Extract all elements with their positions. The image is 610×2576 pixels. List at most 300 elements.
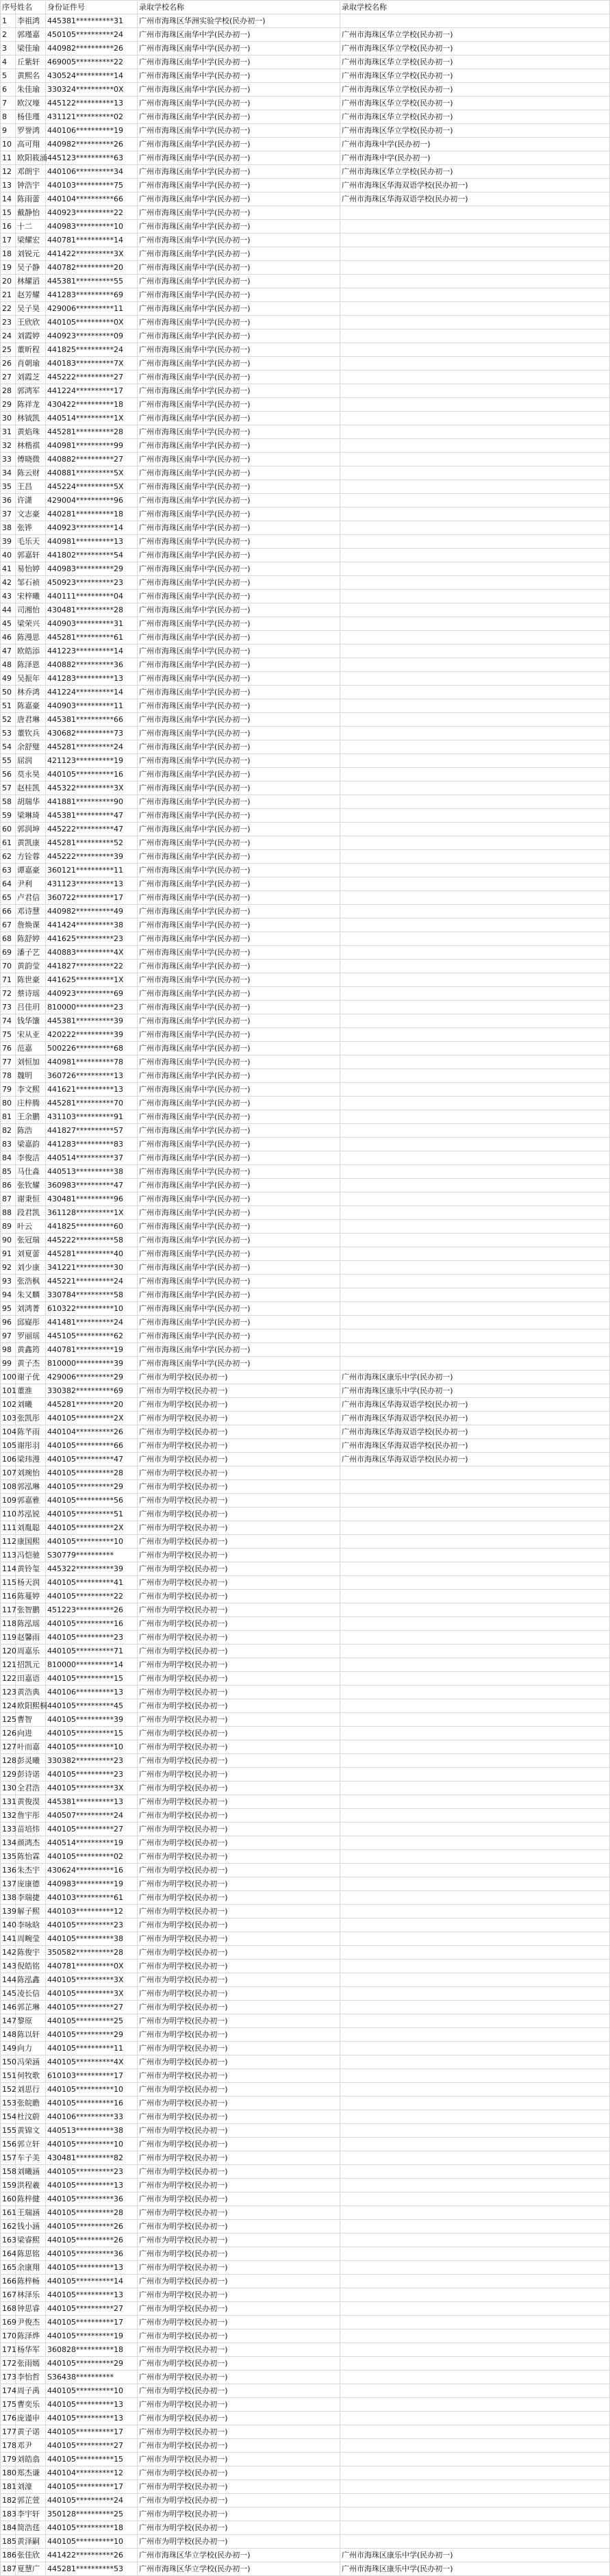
cell-school1: 广州市海珠区南华中学(民办初一)	[138, 480, 340, 494]
cell-school1: 广州市海珠区南华中学(民办初一)	[138, 645, 340, 658]
cell-name: 陈云财	[16, 466, 46, 480]
cell-school2	[340, 1809, 610, 1823]
cell-id: 441283**********69	[46, 288, 138, 302]
cell-id: 440105**********2X	[46, 1521, 138, 1535]
cell-id: 445281**********24	[46, 740, 138, 754]
cell-school2	[340, 343, 610, 357]
cell-seq: 56	[1, 768, 16, 781]
cell-name: 招凯元	[16, 1658, 46, 1672]
cell-seq: 84	[1, 1151, 16, 1165]
table-row	[1, 371, 610, 384]
cell-id: 610322**********10	[46, 1302, 138, 1316]
cell-id: 440982**********49	[46, 905, 138, 918]
cell-school2	[340, 617, 610, 631]
table-row	[1, 535, 610, 549]
table-row	[1, 1932, 610, 1946]
table-row	[1, 603, 610, 617]
cell-id: 445222**********47	[46, 823, 138, 836]
cell-school1: 广州市为明学校(民办初一)	[138, 1603, 340, 1617]
table-row	[1, 1042, 610, 1055]
cell-school1: 广州市海珠区南华中学(民办初一)	[138, 69, 340, 83]
cell-name: 田嘉语	[16, 1672, 46, 1686]
cell-id: 440105**********4X	[46, 2055, 138, 2069]
table-row	[1, 932, 610, 946]
cell-school1: 广州市海珠区南华中学(民办初一)	[138, 1001, 340, 1014]
cell-id: 441283**********13	[46, 672, 138, 686]
cell-id: 440514**********19	[46, 1836, 138, 1850]
table-row	[1, 1905, 610, 1918]
table-row	[1, 425, 610, 439]
cell-school2	[340, 740, 610, 754]
cell-seq: 124	[1, 1699, 16, 1713]
cell-name: 陈以轩	[16, 2028, 46, 2042]
cell-school1: 广州市海珠区南华中学(民办初一)	[138, 179, 340, 192]
cell-name: 陈蔓婷	[16, 1590, 46, 1603]
cell-seq: 17	[1, 234, 16, 247]
cell-name: 谢秉恒	[16, 1192, 46, 1206]
cell-school2	[340, 1234, 610, 1247]
table-row	[1, 549, 610, 562]
cell-name: 赵馨雨	[16, 1631, 46, 1645]
table-header	[1, 1, 610, 14]
table-row	[1, 2138, 610, 2151]
cell-name: 李咏晗	[16, 1918, 46, 1932]
cell-school1: 广州市海珠区南华中学(民办初一)	[138, 1042, 340, 1055]
cell-school2	[340, 1877, 610, 1891]
cell-school1: 广州市为明学校(民办初一)	[138, 1864, 340, 1877]
cell-seq: 86	[1, 1179, 16, 1192]
cell-school2	[340, 2288, 610, 2302]
cell-school1: 广州市为明学校(民办初一)	[138, 2124, 340, 2138]
cell-seq: 130	[1, 1781, 16, 1795]
cell-school1: 广州市海珠区南华中学(民办初一)	[138, 631, 340, 645]
table-row	[1, 1206, 610, 1220]
cell-school2	[340, 960, 610, 973]
cell-school1: 广州市海珠区南华中学(民办初一)	[138, 850, 340, 864]
cell-school1: 广州市海珠区南华中学(民办初一)	[138, 220, 340, 234]
cell-school1: 广州市海珠区南华中学(民办初一)	[138, 562, 340, 576]
cell-school2	[340, 2466, 610, 2480]
cell-name: 郭芷琳	[16, 2001, 46, 2014]
cell-name: 尹利	[16, 877, 46, 891]
table-row	[1, 727, 610, 740]
cell-id: 440105**********13	[46, 2398, 138, 2412]
cell-school1: 广州市海珠区南华中学(民办初一)	[138, 1083, 340, 1097]
cell-name: 罗誉鸿	[16, 124, 46, 138]
cell-seq: 9	[1, 124, 16, 138]
cell-id: 445281**********40	[46, 1247, 138, 1261]
table-row	[1, 987, 610, 1001]
cell-seq: 163	[1, 2234, 16, 2247]
cell-school2	[340, 877, 610, 891]
cell-school2: 广州市海珠中学(民办初一)	[340, 151, 610, 165]
cell-id: 445381**********66	[46, 713, 138, 727]
cell-seq: 103	[1, 1412, 16, 1425]
cell-school1: 广州市海珠区南华中学(民办初一)	[138, 97, 340, 110]
cell-school2	[340, 2165, 610, 2179]
cell-name: 陈漫思	[16, 631, 46, 645]
cell-id: 445281**********52	[46, 836, 138, 850]
cell-name: 谢彤羽	[16, 1439, 46, 1453]
cell-school1: 广州市为明学校(民办初一)	[138, 2384, 340, 2398]
table-row	[1, 275, 610, 288]
cell-school1: 广州市海珠区南华中学(民办初一)	[138, 1110, 340, 1124]
cell-id: 445322**********39	[46, 1562, 138, 1576]
table-row	[1, 439, 610, 453]
cell-name: 钱华馕	[16, 1014, 46, 1028]
table-row	[1, 1069, 610, 1083]
cell-id: 440111**********04	[46, 590, 138, 603]
cell-school1: 广州市海珠区南华中学(民办初一)	[138, 1302, 340, 1316]
cell-name: 陈泽恩	[16, 658, 46, 672]
cell-id: 440106**********33	[46, 2110, 138, 2124]
cell-seq: 20	[1, 275, 16, 288]
cell-school2	[340, 480, 610, 494]
cell-id: 430524**********14	[46, 69, 138, 83]
cell-name: 林耀滔	[16, 275, 46, 288]
cell-id: 431103**********91	[46, 1110, 138, 1124]
cell-name: 林乔鸿	[16, 686, 46, 699]
cell-name: 周子禹	[16, 2384, 46, 2398]
table-row	[1, 2425, 610, 2439]
cell-id: 445224**********5X	[46, 480, 138, 494]
cell-school2	[340, 357, 610, 371]
cell-seq: 156	[1, 2138, 16, 2151]
table-row	[1, 1508, 610, 1521]
cell-school2: 广州市海珠区康乐中学(民办初一)	[340, 1384, 610, 1398]
cell-school1: 广州市海珠区南华中学(民办初一)	[138, 55, 340, 69]
table-row	[1, 124, 610, 138]
cell-school2	[340, 247, 610, 261]
table-row	[1, 1371, 610, 1384]
cell-name: 黄凯康	[16, 836, 46, 850]
cell-school1: 广州市海珠区南华中学(民办初一)	[138, 439, 340, 453]
cell-id: 440105**********15	[46, 2453, 138, 2466]
table-row	[1, 1617, 610, 1631]
cell-id: 441424**********38	[46, 918, 138, 932]
table-row	[1, 2549, 610, 2562]
cell-school2	[340, 1220, 610, 1234]
cell-id: 441224**********17	[46, 384, 138, 398]
cell-id: 445281**********28	[46, 425, 138, 439]
cell-seq: 97	[1, 1329, 16, 1343]
cell-school1: 广州市为明学校(民办初一)	[138, 1905, 340, 1918]
cell-id: 440981**********13	[46, 535, 138, 549]
cell-id: 440104**********26	[46, 1425, 138, 1439]
cell-school2: 广州市海珠区康乐中学(民办初一)	[340, 1371, 610, 1384]
cell-school1: 广州市为明学校(民办初一)	[138, 1877, 340, 1891]
table-row	[1, 1480, 610, 1494]
cell-id: 360983**********47	[46, 1179, 138, 1192]
cell-id: 440105**********25	[46, 2014, 138, 2028]
cell-school2: 广州市海珠区华立学校(民办初一)	[340, 110, 610, 124]
cell-school2	[340, 412, 610, 425]
cell-seq: 186	[1, 2549, 16, 2562]
cell-id: 440103**********12	[46, 1905, 138, 1918]
cell-school2	[340, 261, 610, 275]
table-row	[1, 1740, 610, 1754]
cell-seq: 54	[1, 740, 16, 754]
table-row	[1, 1466, 610, 1480]
cell-school1: 广州市海珠区南华中学(民办初一)	[138, 1097, 340, 1110]
cell-school1: 广州市海珠区南华中学(民办初一)	[138, 877, 340, 891]
table-row	[1, 2165, 610, 2179]
table-row	[1, 2466, 610, 2480]
table-row	[1, 740, 610, 754]
table-row	[1, 1329, 610, 1343]
cell-name: 陈梓健	[16, 2192, 46, 2206]
table-row	[1, 864, 610, 877]
cell-seq: 43	[1, 590, 16, 603]
cell-school1: 广州市为明学校(民办初一)	[138, 2179, 340, 2192]
cell-school2	[340, 2192, 610, 2206]
cell-name: 梁耀宏	[16, 234, 46, 247]
cell-name: 刘濠	[16, 2480, 46, 2494]
cell-name: 向进	[16, 1727, 46, 1740]
cell-school1: 广州市为明学校(民办初一)	[138, 2466, 340, 2480]
cell-school1: 广州市为明学校(民办初一)	[138, 1672, 340, 1686]
table-row	[1, 2535, 610, 2549]
cell-school2	[340, 1028, 610, 1042]
cell-school2	[340, 1316, 610, 1329]
table-row	[1, 2083, 610, 2097]
cell-seq: 31	[1, 425, 16, 439]
cell-school2: 广州市海珠区华立学校(民办初一)	[340, 42, 610, 55]
cell-school1: 广州市为明学校(民办初一)	[138, 1521, 340, 1535]
cell-seq: 77	[1, 1055, 16, 1069]
cell-school1: 广州市为明学校(民办初一)	[138, 2138, 340, 2151]
cell-school1: 广州市海珠区南华中学(民办初一)	[138, 1192, 340, 1206]
cell-seq: 112	[1, 1535, 16, 1549]
cell-school1: 广州市为明学校(民办初一)	[138, 1658, 340, 1672]
cell-id: 440981**********99	[46, 439, 138, 453]
cell-name: 杨佳瑾	[16, 110, 46, 124]
table-row	[1, 2480, 610, 2494]
cell-id: 440105**********16	[46, 768, 138, 781]
cell-id: 440105**********17	[46, 2316, 138, 2329]
cell-school1: 广州市为明学校(民办初一)	[138, 1918, 340, 1932]
cell-id: 445222**********27	[46, 371, 138, 384]
table-row	[1, 1576, 610, 1590]
cell-seq: 137	[1, 1877, 16, 1891]
cell-name: 张雨嫣	[16, 2357, 46, 2371]
cell-school1: 广州市海珠区南华中学(民办初一)	[138, 576, 340, 590]
cell-school2	[340, 631, 610, 645]
table-row	[1, 1412, 610, 1425]
cell-school1: 广州市为明学校(民办初一)	[138, 2206, 340, 2220]
table-row	[1, 2261, 610, 2275]
cell-name: 宋梓曦	[16, 590, 46, 603]
cell-id: 440105**********0X	[46, 316, 138, 329]
cell-seq: 72	[1, 987, 16, 1001]
cell-name: 郭立轩	[16, 2138, 46, 2151]
table-row	[1, 1631, 610, 1645]
cell-seq: 138	[1, 1891, 16, 1905]
cell-seq: 46	[1, 631, 16, 645]
cell-school2	[340, 1466, 610, 1480]
cell-school2	[340, 795, 610, 809]
table-row	[1, 686, 610, 699]
table-row	[1, 261, 610, 275]
cell-id: 441621**********13	[46, 1083, 138, 1097]
cell-name: 陈怡霖	[16, 1850, 46, 1864]
cell-id: 445281**********70	[46, 1097, 138, 1110]
cell-id: 441481**********24	[46, 1316, 138, 1329]
cell-name: 邓尹	[16, 2439, 46, 2453]
cell-seq: 153	[1, 2097, 16, 2110]
cell-school1: 广州市海珠区南华中学(民办初一)	[138, 535, 340, 549]
cell-school1: 广州市海珠区南华中学(民办初一)	[138, 905, 340, 918]
cell-school1: 广州市为明学校(民办初一)	[138, 2151, 340, 2165]
cell-school2	[340, 1138, 610, 1151]
cell-name: 倪皓铭	[16, 1960, 46, 1973]
cell-name: 丘紫轩	[16, 55, 46, 69]
cell-id: 440105**********23	[46, 2165, 138, 2179]
cell-school1: 广州市海珠区南华中学(民办初一)	[138, 823, 340, 836]
cell-id: 440105**********29	[46, 1480, 138, 1494]
cell-school1: 广州市为明学校(民办初一)	[138, 1960, 340, 1973]
cell-name: 张皖瞻	[16, 2097, 46, 2110]
table-row	[1, 1850, 610, 1864]
cell-name: 梁荣兴	[16, 617, 46, 631]
cell-school1: 广州市为明学校(民办初一)	[138, 1590, 340, 1603]
table-row	[1, 14, 610, 28]
cell-id: 440103**********75	[46, 179, 138, 192]
cell-seq: 90	[1, 1234, 16, 1247]
table-row	[1, 1781, 610, 1795]
cell-seq: 74	[1, 1014, 16, 1028]
table-row	[1, 220, 610, 234]
cell-seq: 177	[1, 2425, 16, 2439]
cell-school2	[340, 1850, 610, 1864]
cell-seq: 22	[1, 302, 16, 316]
cell-seq: 171	[1, 2343, 16, 2357]
cell-seq: 152	[1, 2083, 16, 2097]
cell-name: 欧汉壕	[16, 97, 46, 110]
cell-name: 文志豪	[16, 508, 46, 521]
cell-seq: 144	[1, 1973, 16, 1987]
cell-name: 李怡哲	[16, 2371, 46, 2384]
table-row	[1, 1234, 610, 1247]
cell-seq: 55	[1, 754, 16, 768]
cell-school1: 广州市海珠区南华中学(民办初一)	[138, 1343, 340, 1357]
cell-school1: 广州市海珠区南华中学(民办初一)	[138, 42, 340, 55]
cell-school2	[340, 1247, 610, 1261]
cell-school1: 广州市海珠区南华中学(民办初一)	[138, 1234, 340, 1247]
table-row	[1, 316, 610, 329]
cell-school1: 广州市为明学校(民办初一)	[138, 2343, 340, 2357]
cell-school2	[340, 425, 610, 439]
table-row	[1, 836, 610, 850]
cell-seq: 173	[1, 2371, 16, 2384]
table-row	[1, 1658, 610, 1672]
cell-school2	[340, 234, 610, 247]
cell-id: S36438**********	[46, 2371, 138, 2384]
cell-school1: 广州市海珠区南华中学(民办初一)	[138, 28, 340, 42]
cell-name: 陈泽烨	[16, 2329, 46, 2343]
cell-seq: 143	[1, 1960, 16, 1973]
cell-school2	[340, 2453, 610, 2466]
cell-school1: 广州市海珠区南华中学(民办初一)	[138, 275, 340, 288]
cell-name: 李文熙	[16, 1083, 46, 1097]
cell-name: 董昕程	[16, 343, 46, 357]
cell-id: 445381**********39	[46, 1014, 138, 1028]
cell-seq: 85	[1, 1165, 16, 1179]
cell-seq: 126	[1, 1727, 16, 1740]
cell-name: 梁琳琦	[16, 809, 46, 823]
cell-id: 440105**********13	[46, 2179, 138, 2192]
cell-school1: 广州市海珠区南华中学(民办初一)	[138, 768, 340, 781]
table-row	[1, 576, 610, 590]
cell-school1: 广州市海珠区南华中学(民办初一)	[138, 165, 340, 179]
cell-school2	[340, 1288, 610, 1302]
cell-seq: 131	[1, 1795, 16, 1809]
cell-school2	[340, 1343, 610, 1357]
cell-seq: 114	[1, 1562, 16, 1576]
cell-id: 440105**********23	[46, 1631, 138, 1645]
cell-id: 441422**********3X	[46, 247, 138, 261]
table-row	[1, 1727, 610, 1740]
cell-name: 冯荣涵	[16, 2055, 46, 2069]
cell-id: 440105**********15	[46, 1727, 138, 1740]
cell-name: 郭泓琳	[16, 1480, 46, 1494]
cell-school2	[340, 371, 610, 384]
table-row	[1, 1823, 610, 1836]
table-row	[1, 521, 610, 535]
cell-name: 邓朗宇	[16, 165, 46, 179]
table-row	[1, 795, 610, 809]
cell-id: 441283**********83	[46, 1138, 138, 1151]
cell-school1: 广州市海珠区南华中学(民办初一)	[138, 740, 340, 754]
cell-school2	[340, 1590, 610, 1603]
table-row	[1, 2412, 610, 2425]
cell-name: 谭嘉豪	[16, 864, 46, 877]
cell-id: 450923**********23	[46, 576, 138, 590]
cell-seq: 105	[1, 1439, 16, 1453]
cell-school2	[340, 905, 610, 918]
cell-school1: 广州市为明学校(民办初一)	[138, 2494, 340, 2508]
table-row	[1, 165, 610, 179]
cell-school1: 广州市为明学校(民办初一)	[138, 2028, 340, 2042]
cell-school2	[340, 2206, 610, 2220]
cell-id: 441825**********24	[46, 343, 138, 357]
cell-school2	[340, 1645, 610, 1658]
cell-id: 445381**********47	[46, 809, 138, 823]
cell-id: 330784**********58	[46, 1288, 138, 1302]
cell-school1: 广州市海珠区南华中学(民办初一)	[138, 1316, 340, 1329]
cell-school2	[340, 2042, 610, 2055]
cell-name: 郑杰谦	[16, 2466, 46, 2480]
cell-school1: 广州市为明学校(民办初一)	[138, 2042, 340, 2055]
cell-id: 440104**********66	[46, 192, 138, 206]
cell-school1: 广州市为明学校(民办初一)	[138, 1946, 340, 1960]
table-row	[1, 234, 610, 247]
table-row	[1, 672, 610, 686]
cell-seq: 165	[1, 2261, 16, 2275]
cell-school1: 广州市海珠区南华中学(民办初一)	[138, 110, 340, 124]
table-row	[1, 494, 610, 508]
table-row	[1, 357, 610, 371]
cell-id: 341221**********30	[46, 1261, 138, 1275]
cell-name: 尹俊杰	[16, 2316, 46, 2329]
cell-id: 440105**********26	[46, 2234, 138, 2247]
cell-school2	[340, 1001, 610, 1014]
table-row	[1, 1795, 610, 1809]
cell-seq: 125	[1, 1713, 16, 1727]
cell-seq: 91	[1, 1247, 16, 1261]
table-row	[1, 480, 610, 494]
cell-seq: 73	[1, 1001, 16, 1014]
